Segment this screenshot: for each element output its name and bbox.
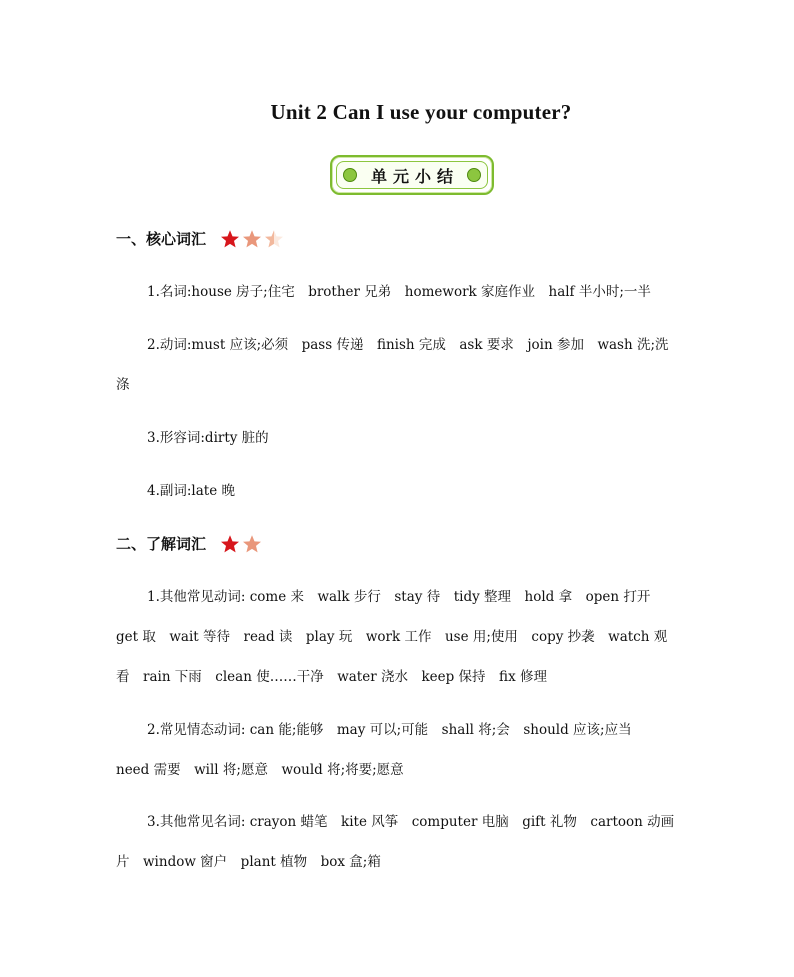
badge-dot-right-icon: [467, 168, 481, 182]
paragraph-adjectives: 3.形容词:dirty 脏的: [147, 430, 269, 446]
paragraph-modal-verbs: 2.常见情态动词: can 能;能够 may 可以;可能 shall 将;会 should 应该;应当 need 需要 will 将;愿意 would 将;将要;愿意: [116, 722, 646, 778]
page-title: Unit 2 Can I use your computer?: [270, 100, 572, 124]
paragraph-other-verbs: 1.其他常见动词: come 来 walk 步行 stay 待 tidy 整理 hold 拿 open 打开 get 取 wait 等待 read 读 play 玩 work 工作 use 用;使用 copy 抄袭 watch 观看 rain 下雨 clean 使……干净 water 浇水 keep 保持 fix 修理: [116, 589, 668, 685]
paragraph-other-nouns: 3.其他常见名词: crayon 蜡笔 kite 风筝 computer 电脑 gift 礼物 cartoon 动画片 window 窗户 plant 植物 box 盒;箱: [116, 814, 675, 870]
section-heading-text: 一、核心词汇: [116, 230, 207, 248]
section-heading-known-vocab: [116, 533, 262, 554]
section-heading-core-vocab: [116, 228, 284, 249]
badge-label: 单元小结: [370, 166, 459, 186]
paragraph-adverbs: 4.副词:late 晚: [147, 483, 236, 499]
unit-summary-badge-inner: [336, 161, 488, 189]
badge-dot-left-icon: [343, 168, 357, 182]
star-half-icon: [264, 229, 284, 249]
paragraph-verbs: 2.动词:must 应该;必须 pass 传递 finish 完成 ask 要求 join 参加 wash 洗;洗涤: [116, 337, 669, 393]
star-full-icon: [220, 534, 240, 554]
star-rating: [220, 229, 284, 249]
star-rating: [220, 534, 262, 554]
paragraph-nouns: 1.名词:house 房子;住宅 brother 兄弟 homework 家庭作业 half 半小时;一半: [147, 284, 651, 300]
unit-summary-badge: [330, 155, 494, 195]
star-full-icon: [220, 229, 240, 249]
section-heading-text: 二、了解词汇: [116, 535, 207, 553]
star-full-icon: [242, 229, 262, 249]
star-full-icon: [242, 534, 262, 554]
